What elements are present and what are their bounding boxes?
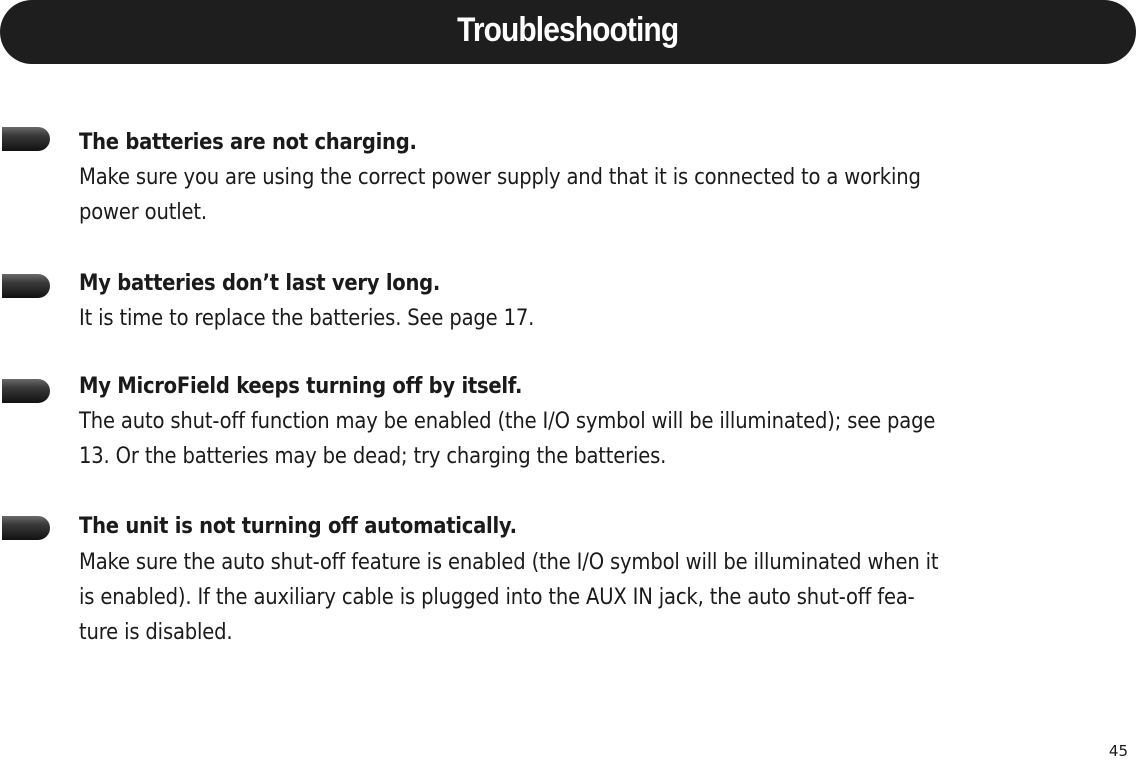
rounded-tab-bullet-icon bbox=[2, 379, 50, 403]
faq-answer bbox=[79, 301, 1097, 336]
header-bar bbox=[0, 0, 1136, 64]
faq-answer bbox=[79, 545, 1097, 650]
faq-answer bbox=[79, 404, 1097, 474]
faq-answer-line: 13. Or the batteries may be dead; try charging the batteries. bbox=[79, 443, 667, 469]
faq-answer bbox=[79, 160, 1097, 230]
faq-question: The unit is not turning off automatically. bbox=[79, 513, 517, 539]
faq-answer-line: ture is disabled. bbox=[79, 619, 233, 645]
page-title: Troubleshooting bbox=[457, 10, 679, 49]
faq-answer-line: It is time to replace the batteries. See page 17. bbox=[79, 305, 535, 331]
page-number: 45 bbox=[1108, 742, 1128, 760]
rounded-tab-bullet-icon bbox=[2, 274, 50, 298]
faq-answer-line: is enabled). If the auxiliary cable is plugged into the AUX IN jack, the auto shut-off fea- bbox=[79, 584, 915, 610]
faq-answer-line: The auto shut-off function may be enabled (the I/O symbol will be illuminated); see page bbox=[79, 408, 936, 434]
rounded-tab-bullet-icon bbox=[2, 127, 50, 151]
faq-answer-line: Make sure you are using the correct power supply and that it is connected to a working bbox=[79, 164, 921, 190]
rounded-tab-bullet-icon bbox=[2, 516, 50, 540]
faq-question: My MicroField keeps turning off by itself. bbox=[79, 373, 523, 399]
faq-question: The batteries are not charging. bbox=[79, 129, 417, 155]
faq-question: My batteries don’t last very long. bbox=[79, 270, 441, 296]
faq-answer-line: Make sure the auto shut-off feature is enabled (the I/O symbol will be illuminated when it bbox=[79, 549, 939, 575]
faq-answer-line: power outlet. bbox=[79, 199, 207, 225]
